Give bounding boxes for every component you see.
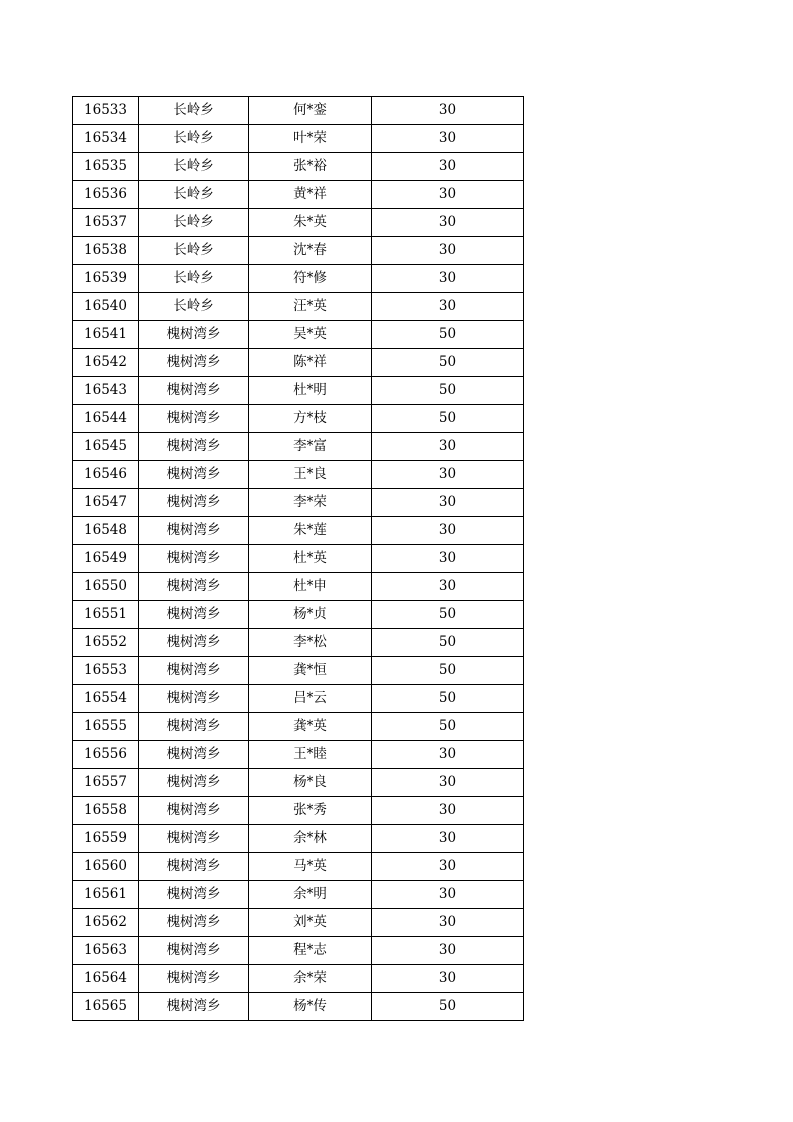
record-id-cell: 16553	[73, 657, 139, 685]
township-cell: 槐树湾乡	[139, 741, 249, 769]
person-name-cell: 吕*云	[249, 685, 372, 713]
amount-cell: 50	[372, 993, 524, 1021]
table-row	[73, 321, 524, 349]
township-cell: 槐树湾乡	[139, 601, 249, 629]
township-cell: 槐树湾乡	[139, 881, 249, 909]
amount-cell: 50	[372, 601, 524, 629]
township-cell: 槐树湾乡	[139, 629, 249, 657]
amount-cell: 30	[372, 965, 524, 993]
person-name-cell: 张*裕	[249, 153, 372, 181]
township-cell: 槐树湾乡	[139, 825, 249, 853]
township-cell: 槐树湾乡	[139, 489, 249, 517]
table-row	[73, 601, 524, 629]
person-name-cell: 杨*贞	[249, 601, 372, 629]
record-id-cell: 16548	[73, 517, 139, 545]
record-id-cell: 16561	[73, 881, 139, 909]
table-row	[73, 97, 524, 125]
records-table	[72, 96, 524, 1021]
record-id-cell: 16540	[73, 293, 139, 321]
amount-cell: 30	[372, 573, 524, 601]
record-id-cell: 16544	[73, 405, 139, 433]
table-row	[73, 741, 524, 769]
record-id-cell: 16556	[73, 741, 139, 769]
record-id-cell: 16533	[73, 97, 139, 125]
person-name-cell: 余*明	[249, 881, 372, 909]
table-row	[73, 993, 524, 1021]
table-row	[73, 349, 524, 377]
amount-cell: 50	[372, 321, 524, 349]
table-row	[73, 433, 524, 461]
table-row	[73, 489, 524, 517]
township-cell: 长岭乡	[139, 125, 249, 153]
township-cell: 槐树湾乡	[139, 657, 249, 685]
person-name-cell: 何*銮	[249, 97, 372, 125]
table-row	[73, 657, 524, 685]
amount-cell: 30	[372, 209, 524, 237]
table-row	[73, 545, 524, 573]
table-row	[73, 517, 524, 545]
township-cell: 槐树湾乡	[139, 797, 249, 825]
township-cell: 槐树湾乡	[139, 853, 249, 881]
person-name-cell: 沈*春	[249, 237, 372, 265]
person-name-cell: 吴*英	[249, 321, 372, 349]
amount-cell: 30	[372, 769, 524, 797]
township-cell: 长岭乡	[139, 209, 249, 237]
person-name-cell: 杜*申	[249, 573, 372, 601]
amount-cell: 50	[372, 349, 524, 377]
amount-cell: 50	[372, 405, 524, 433]
record-id-cell: 16554	[73, 685, 139, 713]
record-id-cell: 16560	[73, 853, 139, 881]
amount-cell: 50	[372, 377, 524, 405]
amount-cell: 30	[372, 545, 524, 573]
amount-cell: 50	[372, 713, 524, 741]
table-row	[73, 209, 524, 237]
table-row	[73, 909, 524, 937]
person-name-cell: 李*富	[249, 433, 372, 461]
township-cell: 槐树湾乡	[139, 769, 249, 797]
amount-cell: 30	[372, 97, 524, 125]
person-name-cell: 余*林	[249, 825, 372, 853]
record-id-cell: 16535	[73, 153, 139, 181]
person-name-cell: 杨*良	[249, 769, 372, 797]
amount-cell: 30	[372, 853, 524, 881]
amount-cell: 30	[372, 909, 524, 937]
record-id-cell: 16564	[73, 965, 139, 993]
person-name-cell: 王*睦	[249, 741, 372, 769]
township-cell: 槐树湾乡	[139, 965, 249, 993]
record-id-cell: 16547	[73, 489, 139, 517]
record-id-cell: 16552	[73, 629, 139, 657]
record-id-cell: 16563	[73, 937, 139, 965]
record-id-cell: 16541	[73, 321, 139, 349]
amount-cell: 50	[372, 629, 524, 657]
record-id-cell: 16539	[73, 265, 139, 293]
person-name-cell: 杜*明	[249, 377, 372, 405]
amount-cell: 30	[372, 293, 524, 321]
amount-cell: 30	[372, 489, 524, 517]
amount-cell: 50	[372, 685, 524, 713]
person-name-cell: 程*志	[249, 937, 372, 965]
township-cell: 槐树湾乡	[139, 433, 249, 461]
record-id-cell: 16550	[73, 573, 139, 601]
table-row	[73, 125, 524, 153]
table-row	[73, 797, 524, 825]
table-body	[73, 97, 524, 1021]
record-id-cell: 16542	[73, 349, 139, 377]
person-name-cell: 汪*英	[249, 293, 372, 321]
table-row	[73, 265, 524, 293]
person-name-cell: 李*松	[249, 629, 372, 657]
township-cell: 槐树湾乡	[139, 909, 249, 937]
person-name-cell: 马*英	[249, 853, 372, 881]
township-cell: 槐树湾乡	[139, 685, 249, 713]
table-row	[73, 937, 524, 965]
township-cell: 槐树湾乡	[139, 993, 249, 1021]
amount-cell: 30	[372, 433, 524, 461]
township-cell: 槐树湾乡	[139, 713, 249, 741]
table-row	[73, 769, 524, 797]
amount-cell: 30	[372, 237, 524, 265]
person-name-cell: 余*荣	[249, 965, 372, 993]
township-cell: 长岭乡	[139, 181, 249, 209]
person-name-cell: 黄*祥	[249, 181, 372, 209]
person-name-cell: 杜*英	[249, 545, 372, 573]
record-id-cell: 16537	[73, 209, 139, 237]
record-id-cell: 16565	[73, 993, 139, 1021]
amount-cell: 30	[372, 797, 524, 825]
person-name-cell: 龚*英	[249, 713, 372, 741]
record-id-cell: 16536	[73, 181, 139, 209]
person-name-cell: 杨*传	[249, 993, 372, 1021]
person-name-cell: 王*良	[249, 461, 372, 489]
person-name-cell: 朱*英	[249, 209, 372, 237]
record-id-cell: 16557	[73, 769, 139, 797]
amount-cell: 30	[372, 517, 524, 545]
table-row	[73, 853, 524, 881]
person-name-cell: 方*枝	[249, 405, 372, 433]
township-cell: 长岭乡	[139, 265, 249, 293]
table-row	[73, 153, 524, 181]
record-id-cell: 16555	[73, 713, 139, 741]
person-name-cell: 朱*莲	[249, 517, 372, 545]
township-cell: 长岭乡	[139, 293, 249, 321]
table-row	[73, 965, 524, 993]
township-cell: 槐树湾乡	[139, 937, 249, 965]
record-id-cell: 16559	[73, 825, 139, 853]
data-sheet	[72, 96, 524, 1021]
township-cell: 槐树湾乡	[139, 573, 249, 601]
township-cell: 槐树湾乡	[139, 545, 249, 573]
table-row	[73, 881, 524, 909]
record-id-cell: 16538	[73, 237, 139, 265]
record-id-cell: 16551	[73, 601, 139, 629]
table-row	[73, 685, 524, 713]
person-name-cell: 符*修	[249, 265, 372, 293]
table-row	[73, 405, 524, 433]
township-cell: 长岭乡	[139, 153, 249, 181]
amount-cell: 50	[372, 657, 524, 685]
record-id-cell: 16558	[73, 797, 139, 825]
amount-cell: 30	[372, 937, 524, 965]
amount-cell: 30	[372, 461, 524, 489]
table-row	[73, 293, 524, 321]
township-cell: 槐树湾乡	[139, 461, 249, 489]
township-cell: 槐树湾乡	[139, 321, 249, 349]
table-row	[73, 461, 524, 489]
township-cell: 长岭乡	[139, 237, 249, 265]
amount-cell: 30	[372, 125, 524, 153]
table-row	[73, 825, 524, 853]
record-id-cell: 16546	[73, 461, 139, 489]
record-id-cell: 16543	[73, 377, 139, 405]
amount-cell: 30	[372, 825, 524, 853]
amount-cell: 30	[372, 741, 524, 769]
person-name-cell: 张*秀	[249, 797, 372, 825]
record-id-cell: 16549	[73, 545, 139, 573]
person-name-cell: 李*荣	[249, 489, 372, 517]
amount-cell: 30	[372, 153, 524, 181]
record-id-cell: 16562	[73, 909, 139, 937]
amount-cell: 30	[372, 181, 524, 209]
table-row	[73, 573, 524, 601]
person-name-cell: 叶*荣	[249, 125, 372, 153]
township-cell: 槐树湾乡	[139, 517, 249, 545]
township-cell: 槐树湾乡	[139, 349, 249, 377]
record-id-cell: 16534	[73, 125, 139, 153]
person-name-cell: 龚*恒	[249, 657, 372, 685]
person-name-cell: 陈*祥	[249, 349, 372, 377]
table-row	[73, 713, 524, 741]
amount-cell: 30	[372, 881, 524, 909]
record-id-cell: 16545	[73, 433, 139, 461]
table-row	[73, 237, 524, 265]
township-cell: 长岭乡	[139, 97, 249, 125]
table-row	[73, 629, 524, 657]
township-cell: 槐树湾乡	[139, 405, 249, 433]
table-row	[73, 377, 524, 405]
table-row	[73, 181, 524, 209]
person-name-cell: 刘*英	[249, 909, 372, 937]
amount-cell: 30	[372, 265, 524, 293]
township-cell: 槐树湾乡	[139, 377, 249, 405]
